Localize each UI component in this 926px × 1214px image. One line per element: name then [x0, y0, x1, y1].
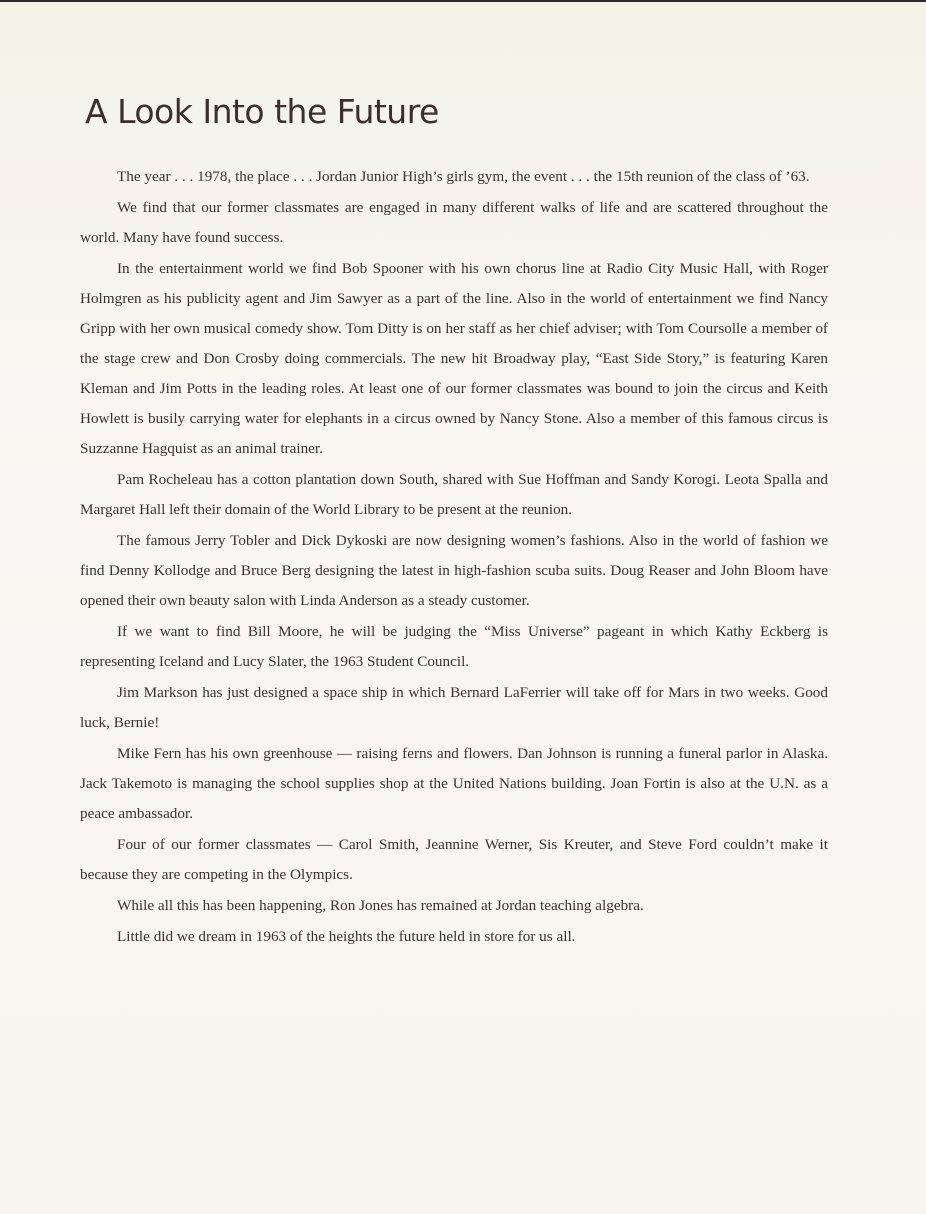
paragraph-algebra: While all this has been happening, Ron Jones has remained at Jordan teaching algebra.	[117, 897, 644, 914]
page-title: A Look Into the Future	[85, 92, 439, 131]
paragraph-careers: Mike Fern has his own greenhouse — raising ferns and flowers. Dan Johnson is running a funeral parlor in Alaska. Jack Takemoto is managing the school supplies shop at the United Nations building. Joan Fortin is also at the U.N. as a peace ambassador.	[80, 745, 828, 822]
paragraph-pageant: If we want to find Bill Moore, he will be judging the “Miss Universe” pageant in which Kathy Eckberg is representing Iceland and Lucy Slater, the 1963 Student Council.	[80, 623, 828, 670]
paragraph-entertainment: In the entertainment world we find Bob Spooner with his own chorus line at Radio City Music Hall, with Roger Holmgren as his publicity agent and Jim Sawyer as a part of the line. Also in the world of entertainment we find Nancy Gripp with her own musical comedy show. Tom Ditty is on her staff as her chief adviser; with Tom Coursolle a member of the stage crew and Don Crosby doing commercials. The new hit Broadway play, “East Side Story,” is featuring Karen Kleman and Jim Potts in the leading roles. At least one of our former classmates was bound to join the circus and Keith Howlett is busily carrying water for elephants in a circus owned by Nancy Stone. Also a member of this famous circus is Suzzanne Hagquist as an animal trainer.	[80, 260, 828, 457]
body-text	[80, 162, 828, 953]
paragraph-closing: Little did we dream in 1963 of the heights the future held in store for us all.	[117, 928, 576, 945]
paragraph-olympics: Four of our former classmates — Carol Smith, Jeannine Werner, Sis Kreuter, and Steve Ford couldn’t make it because they are competing in the Olympics.	[80, 836, 828, 883]
paragraph-classmates: We find that our former classmates are engaged in many different walks of life and are scattered throughout the world. Many have found success.	[80, 199, 828, 246]
paragraph-reunion: The year . . . 1978, the place . . . Jordan Junior High’s girls gym, the event . . . the 15th reunion of the class of ’63.	[117, 168, 810, 185]
paragraph-fashion: The famous Jerry Tobler and Dick Dykoski are now designing women’s fashions. Also in the world of fashion we find Denny Kollodge and Bruce Berg designing the latest in high-fashion scuba suits. Doug Reaser and John Bloom have opened their own beauty salon with Linda Anderson as a steady customer.	[80, 532, 828, 609]
paragraph-plantation: Pam Rocheleau has a cotton plantation down South, shared with Sue Hoffman and Sandy Korogi. Leota Spalla and Margaret Hall left their domain of the World Library to be present at the reunion.	[80, 471, 828, 518]
paragraph-space-ship: Jim Markson has just designed a space ship in which Bernard LaFerrier will take off for Mars in two weeks. Good luck, Bernie!	[80, 684, 828, 731]
